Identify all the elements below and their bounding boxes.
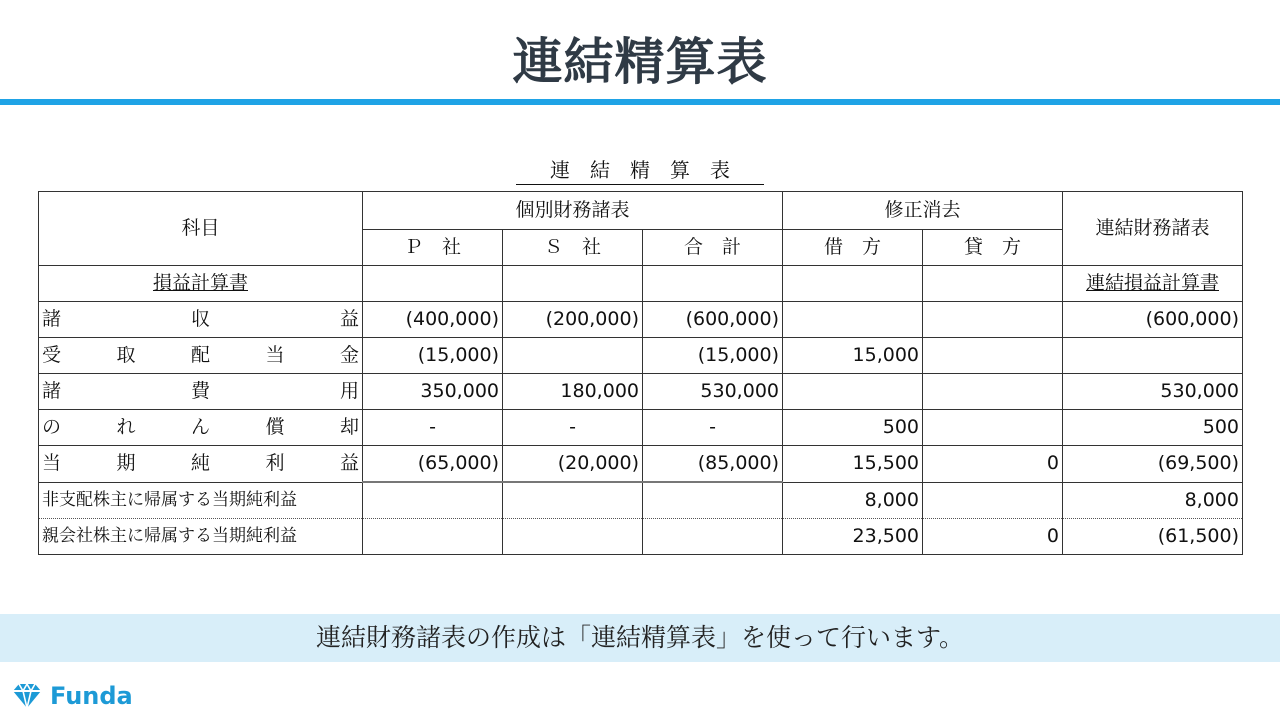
section-consolidated-income-statement: 連結損益計算書	[1085, 272, 1219, 294]
row-label	[39, 302, 363, 338]
cell-credit: 0	[923, 519, 1063, 555]
label-char: 受	[42, 344, 62, 366]
pl-row	[39, 338, 1243, 374]
cell-debit: 8,000	[783, 482, 923, 519]
cell-debit	[783, 302, 923, 338]
cell-debit: 15,500	[783, 446, 923, 483]
label-char: 償	[265, 416, 285, 438]
cell-consolidated: 530,000	[1063, 374, 1243, 410]
cell-p: 350,000	[363, 374, 503, 410]
cell-consolidated: (69,500)	[1063, 446, 1243, 483]
row-label	[39, 374, 363, 410]
header-consolidated-statements: 連結財務諸表	[1063, 192, 1243, 266]
cell-debit	[783, 374, 923, 410]
label-char: ん	[190, 416, 210, 438]
cell-total: (85,000)	[643, 446, 783, 483]
pl-row	[39, 410, 1243, 446]
pl-row	[39, 446, 1243, 483]
label-char: 利	[265, 452, 285, 475]
pl-row	[39, 302, 1243, 338]
cell-debit: 500	[783, 410, 923, 446]
label-char: 取	[116, 344, 136, 366]
cell-consolidated: 8,000	[1063, 482, 1243, 519]
cell-consolidated: (61,500)	[1063, 519, 1243, 555]
cell-s: 180,000	[503, 374, 643, 410]
cell-total: -	[643, 410, 783, 446]
title-rule	[0, 99, 1280, 105]
nci-row	[39, 482, 1243, 519]
cell-p: (400,000)	[363, 302, 503, 338]
label-char: の	[42, 416, 62, 438]
header-adjustments: 修正消去	[783, 192, 1063, 230]
cell-credit: 0	[923, 446, 1063, 483]
cell-credit	[923, 338, 1063, 374]
cell-debit: 23,500	[783, 519, 923, 555]
consolidated-worksheet-table	[38, 191, 1243, 555]
row-label	[39, 338, 363, 374]
label-char: 諸	[42, 380, 62, 402]
label-char: 却	[339, 416, 359, 438]
header-individual-statements: 個別財務諸表	[363, 192, 783, 230]
footer-band: 連結財務諸表の作成は「連結精算表」を使って行います。	[0, 614, 1280, 662]
label-char: 費	[190, 380, 210, 402]
slide-title: 連結精算表	[512, 33, 768, 91]
brand-name: Funda	[50, 682, 133, 710]
label-char: 金	[339, 344, 359, 366]
diamond-icon	[10, 682, 44, 710]
row-label	[39, 410, 363, 446]
cell-credit	[923, 374, 1063, 410]
header-total: 合 計	[643, 230, 783, 266]
header-credit: 貸 方	[923, 230, 1063, 266]
pl-row	[39, 374, 1243, 410]
label-char: 期	[116, 452, 136, 475]
section-row	[39, 266, 1243, 302]
worksheet-caption: 連結精算表	[516, 157, 764, 185]
label-char: 収	[190, 308, 210, 330]
cell-p: (15,000)	[363, 338, 503, 374]
header-debit: 借 方	[783, 230, 923, 266]
label-char: 益	[339, 452, 359, 475]
cell-debit: 15,000	[783, 338, 923, 374]
row-label: 親会社株主に帰属する当期純利益	[39, 519, 363, 555]
cell-p: (65,000)	[363, 446, 503, 483]
label-char: 配	[190, 344, 210, 366]
cell-consolidated: (600,000)	[1063, 302, 1243, 338]
cell-credit	[923, 302, 1063, 338]
parent-row	[39, 519, 1243, 555]
label-char: 当	[265, 344, 285, 366]
header-account: 科目	[39, 192, 363, 266]
cell-consolidated	[1063, 338, 1243, 374]
label-char: 諸	[42, 308, 62, 330]
header-s-company: Ｓ 社	[503, 230, 643, 266]
label-char: 当	[42, 452, 62, 475]
cell-consolidated: 500	[1063, 410, 1243, 446]
cell-total: (15,000)	[643, 338, 783, 374]
section-income-statement: 損益計算書	[152, 272, 248, 294]
cell-p: -	[363, 410, 503, 446]
cell-s: -	[503, 410, 643, 446]
cell-total: 530,000	[643, 374, 783, 410]
funda-logo	[10, 680, 133, 712]
label-char: 益	[339, 308, 359, 330]
cell-s: (20,000)	[503, 446, 643, 483]
cell-total: (600,000)	[643, 302, 783, 338]
header-p-company: Ｐ 社	[363, 230, 503, 266]
cell-credit	[923, 410, 1063, 446]
row-label: 非支配株主に帰属する当期純利益	[39, 482, 363, 519]
label-char: 純	[190, 452, 210, 475]
cell-s: (200,000)	[503, 302, 643, 338]
label-char: れ	[116, 416, 136, 438]
label-char: 用	[339, 380, 359, 402]
cell-s	[503, 338, 643, 374]
row-label	[39, 446, 363, 483]
